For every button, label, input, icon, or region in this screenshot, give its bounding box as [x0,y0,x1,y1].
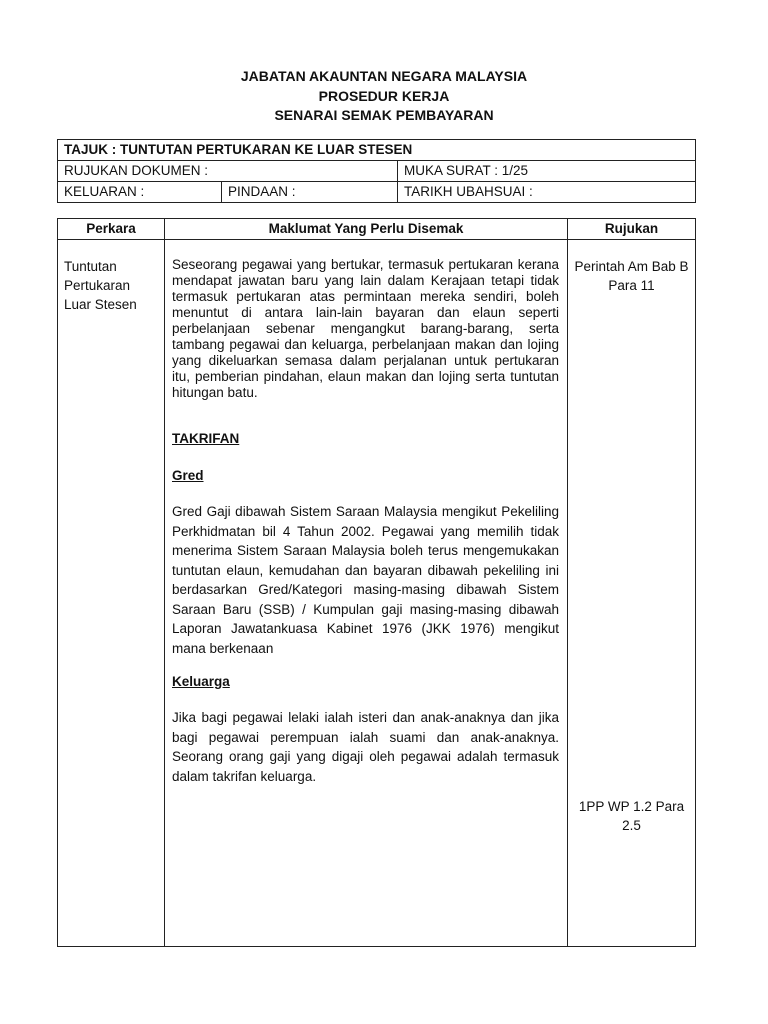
table-header-row [58,219,696,240]
rujukan-1pp-wp: 1PP WP 1.2 Para 2.5 [578,799,685,833]
table-row [58,240,696,947]
tarikh-ubahsuai-cell: TARIKH UBAHSUAI : [398,182,696,203]
gred-paragraph: Gred Gaji dibawah Sistem Saraan Malaysia mengikut Pekeliling Perkhidmatan bil 4 Tahun 2002. Pegawai yang memilih tidak menerima Sistem Saraan Malaysia boleh terus mengemukakan tuntutan elaun, kemudahan dan bayaran dibawah pekeliling ini berdasarkan Gred/Kategori masing-masing dibawah Sistem Saraan Baru (SSB) / Kumpulan gaji masing-masing dibawah Laporan Jawatankuasa Kabinet 1976 (JKK 1976) mengikut mana berkenaan [172,504,559,656]
maklumat-cell [165,240,568,947]
intro-paragraph: Seseorang pegawai yang bertukar, termasuk pertukaran kerana mendapat jawatan baru yang lain dalam Kerajaan tetapi tidak termasuk pertukaran atas permintaan mereka sendiri, boleh menuntut di antara lain-lain bayaran dan elaun seperti perbelanjaan sebenar mengangkut barang-barang, serta tambang pegawai dan keluarga, perbelanjaan makan dan lojing yang dikeluarkan semasa dalam perjalanan untuk pertukaran itu, pemberian pindahan, elaun makan dan lojing serta tuntutan hitungan batu. [172,257,559,400]
tajuk-cell: TAJUK : TUNTUTAN PERTUKARAN KE LUAR STESEN [58,140,696,161]
rujukan-perintah-am: Perintah Am Bab B Para 11 [574,259,689,293]
rujukan-dokumen-cell: RUJUKAN DOKUMEN : [58,161,398,182]
gred-heading: Gred [172,468,204,483]
perkara-cell: Tuntutan Pertukaran Luar Stesen [58,240,165,947]
rujukan-cell [568,240,696,947]
muka-surat-cell: MUKA SURAT : 1/25 [398,161,696,182]
col-header-perkara: Perkara [58,219,165,240]
document-info-table [57,139,696,203]
document-type-title: PROSEDUR KERJA [318,88,450,104]
checklist-title: SENARAI SEMAK PEMBAYARAN [274,107,494,123]
keluarga-paragraph: Jika bagi pegawai lelaki ialah isteri dan anak-anaknya dan jika bagi pegawai perempuan ialah suami dan anak-anaknya. Seorang orang gaji yang digaji oleh pegawai adalah termasuk dalam takrifan keluarga. [172,710,559,784]
department-title: JABATAN AKAUNTAN NEGARA MALAYSIA [240,68,528,84]
keluaran-cell: KELUARAN : [58,182,222,203]
pindaan-cell: PINDAAN : [222,182,398,203]
col-header-rujukan: Rujukan [568,219,696,240]
keluarga-heading: Keluarga [172,674,230,689]
takrifan-heading: TAKRIFAN [172,431,240,446]
checklist-table [57,218,696,947]
col-header-maklumat: Maklumat Yang Perlu Disemak [165,219,568,240]
